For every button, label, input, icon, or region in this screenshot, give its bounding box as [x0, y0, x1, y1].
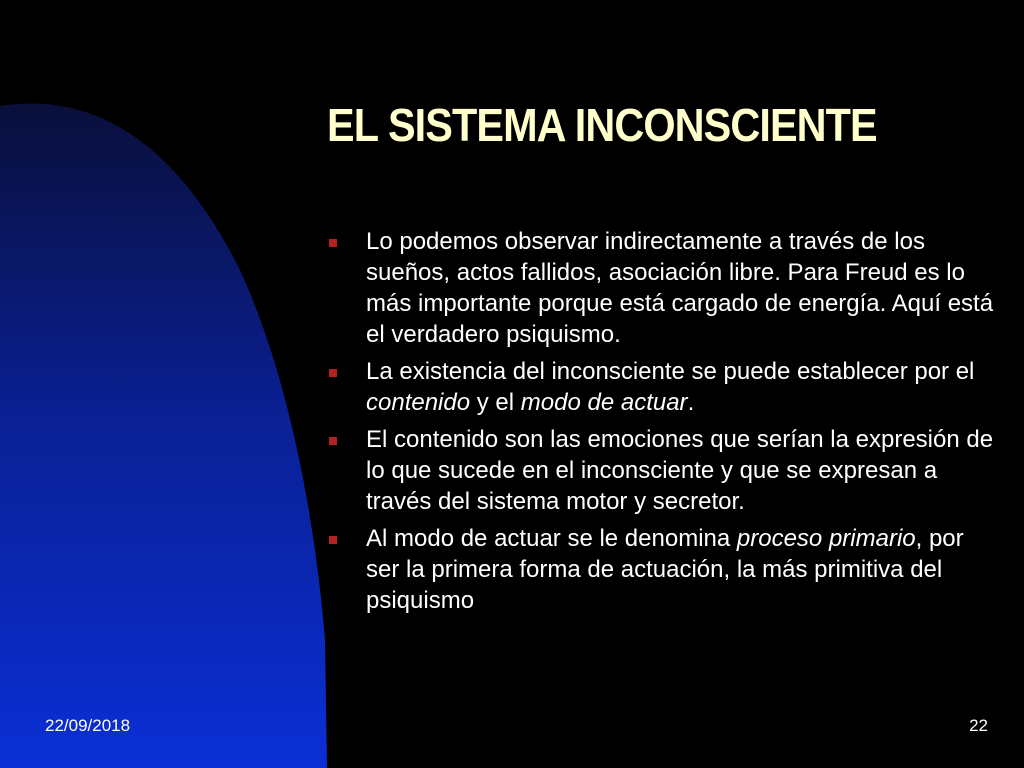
bullet-text-segment: El contenido son las emociones que serían la expresión de lo que sucede en el inconsciente y que se expresan a través del sistema motor y secretor. [366, 426, 994, 515]
bullet-text-segment: y el [470, 389, 521, 416]
bullet-text [366, 358, 974, 416]
bullet-item [326, 424, 996, 517]
bullet-text [366, 228, 993, 348]
square-bullet-icon [329, 239, 337, 247]
bullet-text-segment: . [687, 389, 695, 416]
bullet-item [326, 356, 996, 418]
square-bullet-icon [329, 437, 337, 445]
bullet-text-segment: Al modo de actuar se le denomina [366, 525, 737, 552]
bullet-item [326, 523, 996, 616]
bullet-item [326, 226, 996, 350]
italic-term: modo de actuar [520, 389, 688, 416]
bullet-text-segment: , por ser la primera forma de actuación, la más primitiva del psiquismo [366, 525, 964, 614]
bullet-text [366, 426, 993, 515]
bullet-text-segment: Lo podemos observar indirectamente a través de los sueños, actos fallidos, asociación libre. Para Freud es lo más importante porque está cargado de energía. Aquí está el verdadero psiquismo. [366, 228, 994, 348]
bullet-text-segment: La existencia del inconsciente se puede establecer por el [366, 358, 975, 385]
square-bullet-icon [329, 369, 337, 377]
page-number: 22 [969, 716, 988, 735]
square-bullet-icon [329, 536, 337, 544]
slide-title: EL SISTEMA INCONSCIENTE [327, 99, 877, 151]
footer-date: 22/09/2018 [45, 716, 131, 735]
bullet-list [326, 226, 996, 622]
italic-term: contenido [366, 389, 471, 416]
bullet-text [366, 525, 964, 614]
italic-term: proceso primario [736, 525, 916, 552]
